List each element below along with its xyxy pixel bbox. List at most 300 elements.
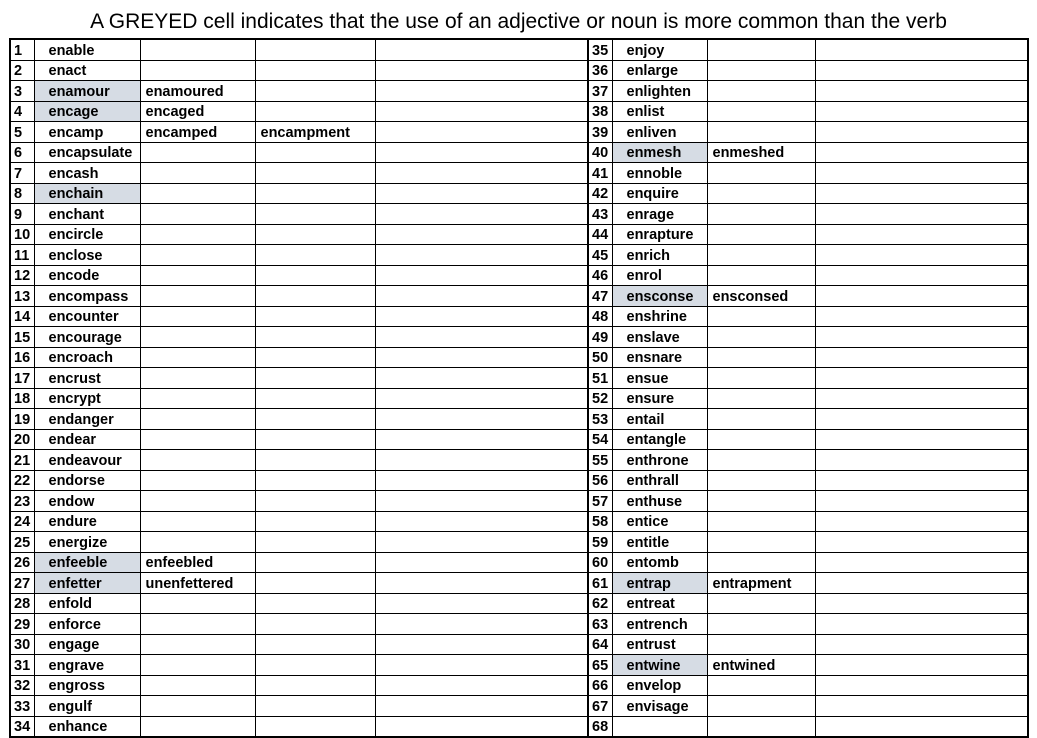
- empty-cell: [375, 101, 588, 122]
- verb-cell: energize: [34, 532, 140, 553]
- row-number: 5: [10, 122, 34, 143]
- empty-cell: [375, 265, 588, 286]
- verb-cell: ensue: [612, 368, 707, 389]
- table-row: [10, 409, 1028, 430]
- derived-word-cell: [140, 163, 255, 184]
- verb-cell: entreat: [612, 593, 707, 614]
- verb-cell: enslave: [612, 327, 707, 348]
- empty-cell: [375, 163, 588, 184]
- row-number: 49: [588, 327, 612, 348]
- row-number: 11: [10, 245, 34, 266]
- derived-word-cell: [140, 409, 255, 430]
- verb-cell: enfold: [34, 593, 140, 614]
- empty-cell: [375, 204, 588, 225]
- derived-word-cell: [255, 552, 375, 573]
- derived-word-cell: [707, 716, 815, 737]
- derived-word-cell: [140, 388, 255, 409]
- derived-word-cell: [815, 163, 1028, 184]
- table-row: [10, 573, 1028, 594]
- row-number: 45: [588, 245, 612, 266]
- derived-word-cell: [255, 286, 375, 307]
- table-row: [10, 39, 1028, 60]
- derived-word-cell: [255, 163, 375, 184]
- derived-word-cell: [255, 634, 375, 655]
- verb-cell: engrave: [34, 655, 140, 676]
- row-number: 32: [10, 675, 34, 696]
- row-number: 29: [10, 614, 34, 635]
- verb-cell: ensconse: [612, 286, 707, 307]
- table-row: [10, 183, 1028, 204]
- verb-cell: envisage: [612, 696, 707, 717]
- derived-word-cell: [140, 634, 255, 655]
- derived-word-cell: enamoured: [140, 81, 255, 102]
- derived-word-cell: [707, 265, 815, 286]
- derived-word-cell: unenfettered: [140, 573, 255, 594]
- row-number: 40: [588, 142, 612, 163]
- row-number: 31: [10, 655, 34, 676]
- derived-word-cell: [707, 183, 815, 204]
- verb-cell: enchant: [34, 204, 140, 225]
- row-number: 61: [588, 573, 612, 594]
- table-row: [10, 491, 1028, 512]
- row-number: 1: [10, 39, 34, 60]
- table-row: [10, 122, 1028, 143]
- derived-word-cell: [140, 183, 255, 204]
- derived-word-cell: [255, 696, 375, 717]
- derived-word-cell: [815, 327, 1028, 348]
- derived-word-cell: [255, 224, 375, 245]
- verb-cell: [612, 716, 707, 737]
- derived-word-cell: [707, 450, 815, 471]
- row-number: 67: [588, 696, 612, 717]
- verb-cell: enchain: [34, 183, 140, 204]
- derived-word-cell: [140, 224, 255, 245]
- verb-cell: engulf: [34, 696, 140, 717]
- row-number: 24: [10, 511, 34, 532]
- empty-cell: [375, 224, 588, 245]
- derived-word-cell: [140, 429, 255, 450]
- verb-cell: encroach: [34, 347, 140, 368]
- derived-word-cell: [707, 409, 815, 430]
- derived-word-cell: [707, 39, 815, 60]
- row-number: 20: [10, 429, 34, 450]
- derived-word-cell: [140, 327, 255, 348]
- verb-cell: enfeeble: [34, 552, 140, 573]
- empty-cell: [375, 655, 588, 676]
- empty-cell: [375, 122, 588, 143]
- derived-word-cell: [255, 204, 375, 225]
- derived-word-cell: [815, 142, 1028, 163]
- row-number: 22: [10, 470, 34, 491]
- verb-cell: enhance: [34, 716, 140, 737]
- verb-cell: enrich: [612, 245, 707, 266]
- row-number: 51: [588, 368, 612, 389]
- derived-word-cell: [815, 409, 1028, 430]
- derived-word-cell: [815, 183, 1028, 204]
- table-row: [10, 655, 1028, 676]
- verb-cell: enrage: [612, 204, 707, 225]
- row-number: 56: [588, 470, 612, 491]
- table-row: [10, 60, 1028, 81]
- verb-cell: enclose: [34, 245, 140, 266]
- empty-cell: [375, 388, 588, 409]
- table-row: [10, 81, 1028, 102]
- row-number: 57: [588, 491, 612, 512]
- row-number: 9: [10, 204, 34, 225]
- derived-word-cell: [255, 39, 375, 60]
- derived-word-cell: [255, 716, 375, 737]
- derived-word-cell: [255, 470, 375, 491]
- table-row: [10, 532, 1028, 553]
- row-number: 2: [10, 60, 34, 81]
- derived-word-cell: [255, 81, 375, 102]
- derived-word-cell: [255, 368, 375, 389]
- derived-word-cell: [140, 306, 255, 327]
- derived-word-cell: [707, 552, 815, 573]
- derived-word-cell: [140, 368, 255, 389]
- derived-word-cell: [255, 429, 375, 450]
- verb-cell: enthrone: [612, 450, 707, 471]
- verb-cell: encrust: [34, 368, 140, 389]
- empty-cell: [375, 614, 588, 635]
- derived-word-cell: [140, 450, 255, 471]
- derived-word-cell: [255, 347, 375, 368]
- verb-cell: endeavour: [34, 450, 140, 471]
- row-number: 63: [588, 614, 612, 635]
- derived-word-cell: [707, 101, 815, 122]
- derived-word-cell: [255, 450, 375, 471]
- verb-cell: entomb: [612, 552, 707, 573]
- verb-cell: entrap: [612, 573, 707, 594]
- verb-cell: enrapture: [612, 224, 707, 245]
- derived-word-cell: [255, 327, 375, 348]
- derived-word-cell: [815, 470, 1028, 491]
- page-title: A GREYED cell indicates that the use of an adjective or noun is more common than the verb: [90, 10, 947, 33]
- word-table: [9, 38, 1029, 738]
- derived-word-cell: [707, 60, 815, 81]
- derived-word-cell: [815, 696, 1028, 717]
- row-number: 47: [588, 286, 612, 307]
- derived-word-cell: [140, 491, 255, 512]
- table-row: [10, 368, 1028, 389]
- verb-cell: enlighten: [612, 81, 707, 102]
- row-number: 38: [588, 101, 612, 122]
- row-number: 62: [588, 593, 612, 614]
- derived-word-cell: [707, 511, 815, 532]
- derived-word-cell: [815, 245, 1028, 266]
- table-row: [10, 593, 1028, 614]
- verb-cell: encode: [34, 265, 140, 286]
- derived-word-cell: [140, 655, 255, 676]
- derived-word-cell: [815, 573, 1028, 594]
- derived-word-cell: [255, 142, 375, 163]
- row-number: 27: [10, 573, 34, 594]
- derived-word-cell: [255, 593, 375, 614]
- derived-word-cell: [707, 81, 815, 102]
- row-number: 65: [588, 655, 612, 676]
- empty-cell: [375, 429, 588, 450]
- row-number: 17: [10, 368, 34, 389]
- empty-cell: [375, 81, 588, 102]
- empty-cell: [375, 470, 588, 491]
- empty-cell: [375, 675, 588, 696]
- empty-cell: [375, 491, 588, 512]
- derived-word-cell: [815, 388, 1028, 409]
- row-number: 48: [588, 306, 612, 327]
- derived-word-cell: [140, 511, 255, 532]
- row-number: 23: [10, 491, 34, 512]
- row-number: 59: [588, 532, 612, 553]
- verb-cell: enthuse: [612, 491, 707, 512]
- verb-cell: encompass: [34, 286, 140, 307]
- derived-word-cell: entwined: [707, 655, 815, 676]
- row-number: 19: [10, 409, 34, 430]
- row-number: 14: [10, 306, 34, 327]
- empty-cell: [375, 327, 588, 348]
- verb-cell: enliven: [612, 122, 707, 143]
- verb-cell: entrench: [612, 614, 707, 635]
- derived-word-cell: [140, 675, 255, 696]
- derived-word-cell: [707, 327, 815, 348]
- row-number: 28: [10, 593, 34, 614]
- table-row: [10, 245, 1028, 266]
- table-row: [10, 306, 1028, 327]
- empty-cell: [375, 450, 588, 471]
- verb-cell: endorse: [34, 470, 140, 491]
- table-row: [10, 552, 1028, 573]
- row-number: 41: [588, 163, 612, 184]
- verb-cell: engage: [34, 634, 140, 655]
- derived-word-cell: [707, 532, 815, 553]
- verb-cell: enlist: [612, 101, 707, 122]
- derived-word-cell: [255, 388, 375, 409]
- derived-word-cell: [140, 470, 255, 491]
- table-row: [10, 163, 1028, 184]
- derived-word-cell: [815, 511, 1028, 532]
- row-number: 66: [588, 675, 612, 696]
- derived-word-cell: [140, 204, 255, 225]
- empty-cell: [375, 593, 588, 614]
- derived-word-cell: [815, 532, 1028, 553]
- derived-word-cell: [255, 511, 375, 532]
- derived-word-cell: [815, 286, 1028, 307]
- verb-cell: ensnare: [612, 347, 707, 368]
- table-row: [10, 224, 1028, 245]
- row-number: 44: [588, 224, 612, 245]
- derived-word-cell: [140, 614, 255, 635]
- row-number: 3: [10, 81, 34, 102]
- verb-cell: encounter: [34, 306, 140, 327]
- derived-word-cell: [815, 491, 1028, 512]
- derived-word-cell: [707, 470, 815, 491]
- table-row: [10, 450, 1028, 471]
- derived-word-cell: [815, 450, 1028, 471]
- derived-word-cell: [815, 347, 1028, 368]
- empty-cell: [375, 696, 588, 717]
- empty-cell: [375, 552, 588, 573]
- derived-word-cell: [140, 347, 255, 368]
- empty-cell: [375, 634, 588, 655]
- derived-word-cell: [815, 224, 1028, 245]
- derived-word-cell: [815, 368, 1028, 389]
- derived-word-cell: [707, 388, 815, 409]
- derived-word-cell: [140, 593, 255, 614]
- verb-cell: encourage: [34, 327, 140, 348]
- derived-word-cell: [815, 306, 1028, 327]
- table-row: [10, 204, 1028, 225]
- derived-word-cell: [815, 552, 1028, 573]
- row-number: 36: [588, 60, 612, 81]
- table-row: [10, 265, 1028, 286]
- empty-cell: [375, 409, 588, 430]
- verb-cell: enforce: [34, 614, 140, 635]
- verb-cell: ennoble: [612, 163, 707, 184]
- derived-word-cell: [255, 573, 375, 594]
- derived-word-cell: [140, 245, 255, 266]
- table-row: [10, 696, 1028, 717]
- row-number: 6: [10, 142, 34, 163]
- derived-word-cell: [255, 532, 375, 553]
- derived-word-cell: [140, 286, 255, 307]
- table-row: [10, 716, 1028, 737]
- row-number: 35: [588, 39, 612, 60]
- verb-cell: engross: [34, 675, 140, 696]
- derived-word-cell: [707, 368, 815, 389]
- table-row: [10, 101, 1028, 122]
- derived-word-cell: [707, 347, 815, 368]
- row-number: 18: [10, 388, 34, 409]
- derived-word-cell: [255, 265, 375, 286]
- derived-word-cell: [140, 265, 255, 286]
- derived-word-cell: [707, 163, 815, 184]
- verb-cell: envelop: [612, 675, 707, 696]
- verb-cell: endow: [34, 491, 140, 512]
- empty-cell: [375, 368, 588, 389]
- derived-word-cell: [707, 614, 815, 635]
- derived-word-cell: [255, 675, 375, 696]
- verb-cell: entangle: [612, 429, 707, 450]
- row-number: 15: [10, 327, 34, 348]
- derived-word-cell: [815, 655, 1028, 676]
- table-row: [10, 675, 1028, 696]
- verb-cell: enfetter: [34, 573, 140, 594]
- row-number: 12: [10, 265, 34, 286]
- empty-cell: [375, 183, 588, 204]
- verb-cell: endure: [34, 511, 140, 532]
- derived-word-cell: [815, 60, 1028, 81]
- derived-word-cell: [140, 696, 255, 717]
- derived-word-cell: [255, 183, 375, 204]
- row-number: 13: [10, 286, 34, 307]
- derived-word-cell: [815, 204, 1028, 225]
- derived-word-cell: [707, 306, 815, 327]
- derived-word-cell: [815, 39, 1028, 60]
- verb-cell: encapsulate: [34, 142, 140, 163]
- derived-word-cell: [707, 204, 815, 225]
- derived-word-cell: [815, 81, 1028, 102]
- row-number: 26: [10, 552, 34, 573]
- derived-word-cell: [140, 60, 255, 81]
- derived-word-cell: [815, 614, 1028, 635]
- row-number: 7: [10, 163, 34, 184]
- derived-word-cell: [255, 306, 375, 327]
- derived-word-cell: encamped: [140, 122, 255, 143]
- empty-cell: [375, 716, 588, 737]
- verb-cell: entwine: [612, 655, 707, 676]
- row-number: 50: [588, 347, 612, 368]
- row-number: 34: [10, 716, 34, 737]
- derived-word-cell: [255, 245, 375, 266]
- verb-cell: enshrine: [612, 306, 707, 327]
- verb-cell: ensure: [612, 388, 707, 409]
- table-row: [10, 634, 1028, 655]
- verb-cell: enrol: [612, 265, 707, 286]
- derived-word-cell: [815, 593, 1028, 614]
- row-number: 68: [588, 716, 612, 737]
- row-number: 52: [588, 388, 612, 409]
- derived-word-cell: [707, 224, 815, 245]
- verb-cell: encrypt: [34, 388, 140, 409]
- derived-word-cell: entrapment: [707, 573, 815, 594]
- row-number: 43: [588, 204, 612, 225]
- verb-cell: encircle: [34, 224, 140, 245]
- empty-cell: [375, 286, 588, 307]
- derived-word-cell: [815, 265, 1028, 286]
- verb-cell: enamour: [34, 81, 140, 102]
- table-row: [10, 142, 1028, 163]
- verb-cell: enthrall: [612, 470, 707, 491]
- verb-cell: entice: [612, 511, 707, 532]
- verb-cell: enjoy: [612, 39, 707, 60]
- derived-word-cell: [255, 409, 375, 430]
- verb-cell: encash: [34, 163, 140, 184]
- empty-cell: [375, 573, 588, 594]
- derived-word-cell: [815, 101, 1028, 122]
- empty-cell: [375, 532, 588, 553]
- row-number: 21: [10, 450, 34, 471]
- derived-word-cell: [815, 634, 1028, 655]
- row-number: 64: [588, 634, 612, 655]
- table-row: [10, 347, 1028, 368]
- verb-cell: enmesh: [612, 142, 707, 163]
- derived-word-cell: [140, 716, 255, 737]
- row-number: 25: [10, 532, 34, 553]
- derived-word-cell: [255, 101, 375, 122]
- row-number: 46: [588, 265, 612, 286]
- verb-cell: entrust: [612, 634, 707, 655]
- verb-cell: enlarge: [612, 60, 707, 81]
- empty-cell: [375, 142, 588, 163]
- row-number: 33: [10, 696, 34, 717]
- derived-word-cell: [140, 39, 255, 60]
- derived-word-cell: [815, 716, 1028, 737]
- table-row: [10, 511, 1028, 532]
- verb-cell: encamp: [34, 122, 140, 143]
- empty-cell: [375, 347, 588, 368]
- derived-word-cell: [255, 614, 375, 635]
- derived-word-cell: [707, 122, 815, 143]
- row-number: 10: [10, 224, 34, 245]
- derived-word-cell: [707, 429, 815, 450]
- row-number: 4: [10, 101, 34, 122]
- row-number: 53: [588, 409, 612, 430]
- row-number: 55: [588, 450, 612, 471]
- verb-cell: encage: [34, 101, 140, 122]
- table-row: [10, 429, 1028, 450]
- row-number: 42: [588, 183, 612, 204]
- derived-word-cell: enmeshed: [707, 142, 815, 163]
- verb-cell: entail: [612, 409, 707, 430]
